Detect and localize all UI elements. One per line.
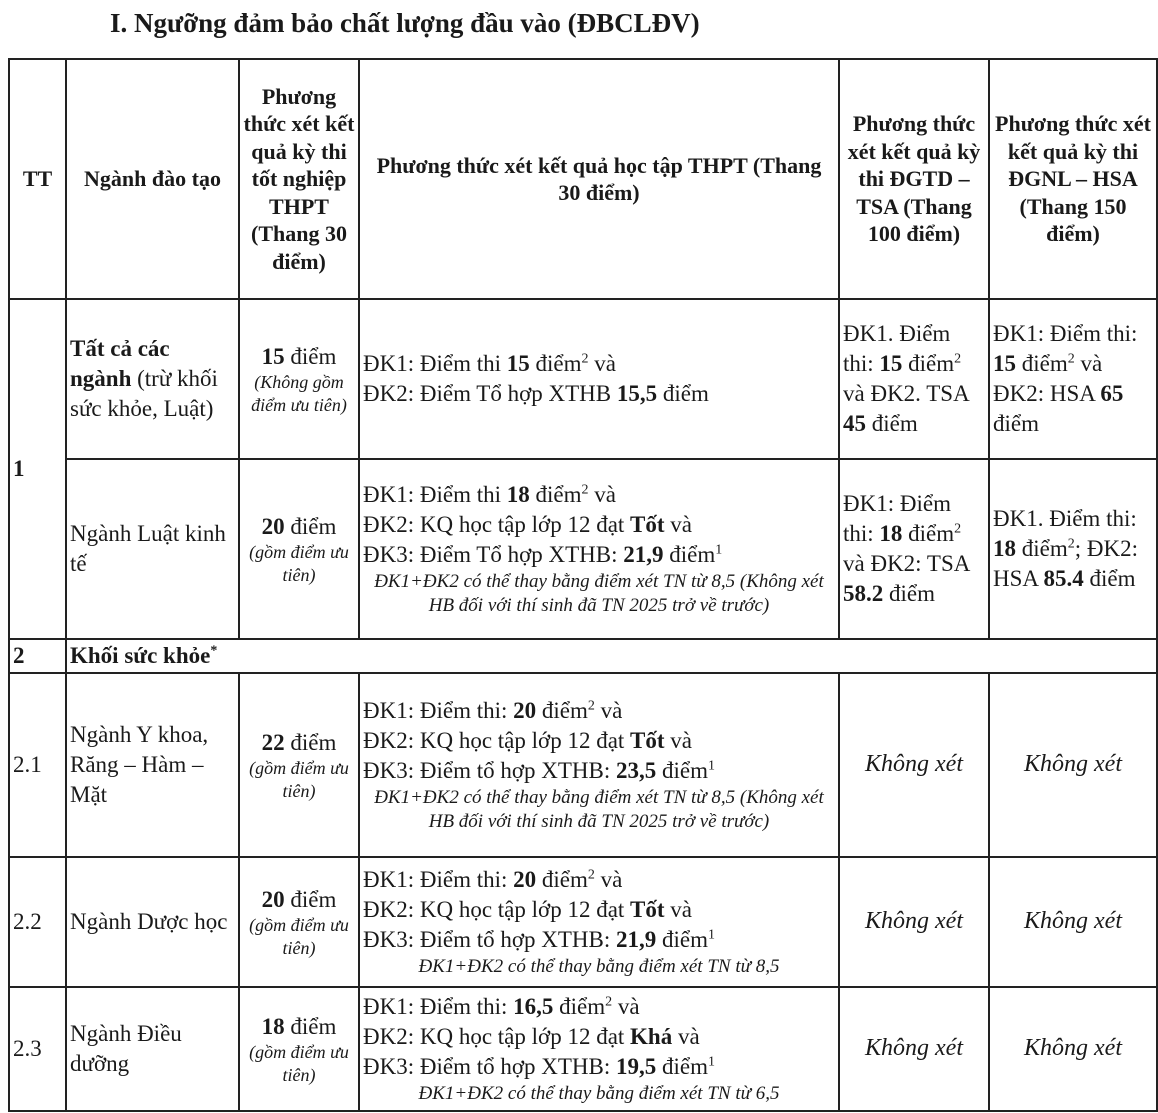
dk2-pre: ĐK2: Điểm Tổ hợp XTHB [363,381,617,406]
thpt-cell [239,459,359,639]
dk1-line [363,865,835,895]
thpt-unit: điểm [284,729,337,755]
hsa-e: 65 [1100,381,1124,406]
nganh-cell: Ngành Y khoa, Răng – Hàm – Mặt [66,673,239,857]
hsa-a: ĐK1: Điểm thi: [993,321,1138,347]
dk3-sup: 1 [708,758,716,774]
tsa-e: 58.2 [843,580,884,606]
dk1-val: 16,5 [513,994,554,1020]
header-hoc-tap: Phương thức xét kết quả học tập THPT (Thang 30 điểm) [359,59,839,299]
header-row [9,59,1157,299]
hsa-cell: Không xét [989,987,1157,1111]
thpt-note: (gồm điểm ưu tiên) [249,915,349,958]
table-row [9,857,1157,987]
thpt-cell [239,673,359,857]
hoc-tap-cell [359,857,839,987]
dk1-sup: 2 [605,994,613,1010]
dk3-post: điểm [663,542,716,568]
thpt-num: 20 [261,513,285,539]
dk3-line [363,925,835,955]
tsa-c: điểm [902,351,955,377]
thpt-num: 18 [261,1013,285,1039]
dk3-post: điểm [656,758,709,784]
tsa-f: điểm [866,410,918,436]
nganh-bold: Tất cả các ngành [70,336,170,392]
dk3-pre: ĐK3: Điểm tổ hợp XTHB: [363,758,617,784]
dk3-sup: 1 [715,542,723,558]
dk2-line [363,726,835,756]
nganh-cell: Ngành Điều dưỡng [66,987,239,1111]
thpt-unit: điểm [284,1013,337,1039]
thpt-note: (Không gồm điểm ưu tiên) [251,372,347,415]
dk2-val: Tốt [630,897,665,923]
hsa-cell: Không xét [989,673,1157,857]
dk1-tail: và [594,867,623,893]
dk3-pre: ĐK3: Điểm Tổ hợp XTHB: [363,542,624,568]
dk2-line [363,1022,835,1052]
thpt-note: (gồm điểm ưu tiên) [249,758,349,801]
table-row [9,673,1157,857]
dk2-post: và [664,512,693,538]
hsa-cell: Không xét [989,857,1157,987]
header-tt: TT [9,59,66,299]
dk2-line [363,510,835,540]
header-nganh: Ngành đào tạo [66,59,239,299]
thpt-num: 20 [261,886,285,912]
tsa-b: 18 [879,521,903,547]
thpt-cell [239,857,359,987]
note-text: ĐK1+ĐK2 có thể thay bằng điểm xét TN từ 8,5 [418,955,780,977]
page-title: I. Ngưỡng đảm bảo chất lượng đầu vào (ĐBCLĐV) [110,8,700,38]
dk1-tail: và [612,994,640,1020]
nganh-rest: (trừ khối sức khỏe, Luật) [70,366,218,421]
hsa-c: điểm [1016,351,1068,377]
hsa-a: ĐK1. Điểm thi: [993,506,1137,532]
dk3-sup: 1 [708,927,716,943]
tsa-f: điểm [883,580,935,606]
table-row [9,299,1157,459]
dk1-line [363,992,835,1022]
hsa-cell [989,459,1157,639]
dk2-post: và [664,897,693,923]
dk2-pre: ĐK2: KQ học tập lớp 12 đạt [363,897,631,923]
tsa-cell [839,459,989,639]
dk2-pre: ĐK2: KQ học tập lớp 12 đạt [363,1024,631,1050]
dk1-val: 20 [513,867,537,893]
tsa-d: và ĐK2: TSA [843,551,970,576]
thpt-num: 15 [261,343,285,369]
nganh-cell: Ngành Luật kinh tế [66,459,239,639]
dk2-val: Khá [630,1024,673,1050]
dk3-val: 19,5 [616,1054,657,1080]
tsa-c: điểm [902,521,955,547]
section-label-sup: * [210,643,218,659]
dk1-tail: và [594,698,623,724]
tsa-a: ĐK1: Điểm thi: [843,491,951,547]
dk3-line [363,1052,835,1082]
dk3-post: điểm [656,1054,709,1080]
dk2-pre: ĐK2: KQ học tập lớp 12 đạt [363,512,631,538]
dk1-post: điểm [529,351,582,377]
dk2-val: 15,5 [616,381,658,406]
dk1-pre: ĐK1: Điểm thi: [363,698,514,724]
hsa-f: điểm [993,410,1039,436]
dk3-line [363,756,835,786]
section-row [9,639,1157,673]
thpt-num: 22 [261,729,285,755]
dk3-val: 21,9 [623,542,664,568]
hsa-e: 85.4 [1043,565,1084,591]
table-row [9,459,1157,639]
hsa-cell [989,299,1157,459]
tsa-e: 45 [843,410,866,436]
dk1-tail: và [588,351,616,377]
dk1-tail: và [588,482,616,508]
dk2-val: Tốt [630,512,665,538]
header-hsa: Phương thức xét kết quả kỳ thi ĐGNL – HSA (Thang 150 điểm) [989,59,1157,299]
dk1-post: điểm [536,867,588,893]
thpt-note: (gồm điểm ưu tiên) [249,1042,349,1085]
dk1-val: 15 [506,351,530,377]
row-number: 2.3 [9,987,66,1111]
dk3-val: 21,9 [616,927,657,953]
dk1-post: điểm [536,698,588,724]
dk2-post: điểm [657,381,709,406]
dk1-pre: ĐK1: Điểm thi [363,482,507,508]
dk1-sup: 2 [587,698,595,714]
dk1-pre: ĐK1: Điểm thi: [363,994,514,1020]
header-tsa: Phương thức xét kết quả kỳ thi ĐGTD – TSA (Thang 100 điểm) [839,59,989,299]
dk2-val: Tốt [630,728,665,754]
table-row [9,987,1157,1111]
hsa-b: 15 [993,351,1016,377]
tsa-cell: Không xét [839,857,989,987]
thpt-unit: điểm [284,513,337,539]
row-number: 1 [9,299,66,639]
row-number: 2.2 [9,857,66,987]
row-number: 2 [9,639,66,673]
tsa-cell: Không xét [839,673,989,857]
tsa-sup: 2 [954,351,962,367]
tsa-sup: 2 [954,521,962,537]
dk3-sup: 1 [708,1054,716,1070]
hoc-tap-cell [359,673,839,857]
hoc-tap-cell [359,459,839,639]
nganh-cell: Ngành Dược học [66,857,239,987]
dk2-post: và [664,728,693,754]
dk1-post: điểm [553,994,606,1020]
row-number: 2.1 [9,673,66,857]
note-text: ĐK1+ĐK2 có thể thay bằng điểm xét TN từ 6,5 [418,1082,780,1104]
dk1-pre: ĐK1: Điểm thi [363,351,507,377]
dk3-post: điểm [656,927,709,953]
tsa-a: ĐK1. Điểm thi: [843,321,951,377]
section-label-text: Khối sức khỏe [70,643,211,669]
hsa-c: điểm [1016,536,1068,562]
dk1-post: điểm [529,482,582,508]
tsa-d: và ĐK2. TSA [843,381,969,406]
section-label [66,639,1157,673]
hsa-d: và ĐK2: HSA [993,351,1103,406]
dk2-post: và [672,1024,700,1050]
dk3-pre: ĐK3: Điểm tổ hợp XTHB: [363,927,617,953]
hsa-sup: 2 [1067,536,1075,552]
hoc-tap-cell [359,299,839,459]
nganh-cell [66,299,239,459]
hsa-sup: 2 [1067,351,1075,367]
dk1-line [363,480,835,510]
note-text: ĐK1+ĐK2 có thể thay bằng điểm xét TN từ 8,5 (Không xét HB đối với thí sinh đã TN 2025 trở về trước) [374,787,824,832]
dk1-line [363,696,835,726]
dk1-sup: 2 [581,351,589,367]
dk3-val: 23,5 [616,758,657,784]
dk2-line [363,379,835,409]
hsa-b: 18 [993,536,1016,562]
dk1-sup: 2 [587,867,595,883]
thpt-note: (gồm điểm ưu tiên) [249,542,349,585]
threshold-table [8,58,1158,1112]
dk2-pre: ĐK2: KQ học tập lớp 12 đạt [363,728,631,754]
hsa-f: điểm [1083,565,1136,591]
hsa-d: ; ĐK2: HSA [993,536,1138,591]
tsa-cell [839,299,989,459]
dk1-val: 18 [506,482,530,508]
dk1-sup: 2 [581,482,589,498]
tsa-cell: Không xét [839,987,989,1111]
dk1-line [363,349,835,379]
dk3-line [363,540,835,570]
dk1-pre: ĐK1: Điểm thi: [363,867,514,893]
dk2-line [363,895,835,925]
thpt-cell [239,987,359,1111]
dk3-pre: ĐK3: Điểm tổ hợp XTHB: [363,1054,617,1080]
thpt-unit: điểm [284,343,337,369]
header-thpt: Phương thức xét kết quả kỳ thi tốt nghiệp THPT (Thang 30 điểm) [239,59,359,299]
note-text: ĐK1+ĐK2 có thể thay bằng điểm xét TN từ 8,5 (Không xét HB đối với thí sinh đã TN 2025 trở về trước) [374,571,824,616]
thpt-cell [239,299,359,459]
dk1-val: 20 [513,698,537,724]
thpt-unit: điểm [284,886,337,912]
hoc-tap-cell [359,987,839,1111]
tsa-b: 15 [879,351,903,377]
